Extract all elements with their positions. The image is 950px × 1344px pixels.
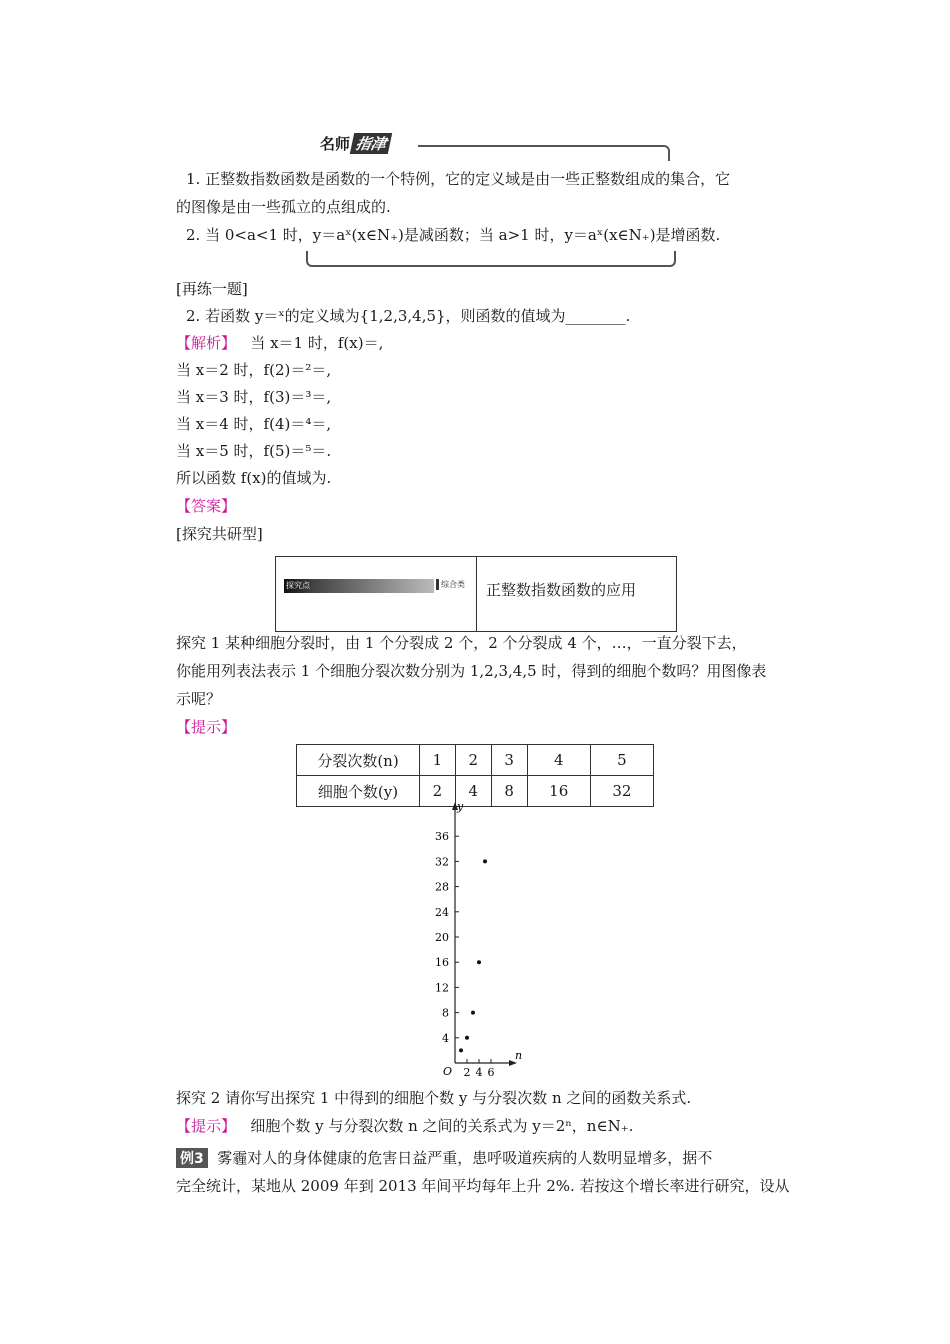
table-cell-n: 5 — [590, 745, 653, 776]
data-point — [471, 1011, 475, 1015]
table-cell-n: 4 — [527, 745, 590, 776]
y-tick-label: 12 — [435, 981, 449, 995]
data-point — [477, 960, 481, 964]
x-tick-label: 4 — [475, 1066, 483, 1079]
tip-title-text: 名师 — [320, 135, 351, 153]
tip-title — [320, 133, 390, 154]
answer-label: 【答案】 — [176, 497, 237, 515]
table-cell-y: 2 — [420, 776, 456, 807]
data-point — [459, 1048, 463, 1052]
explore-point-box — [275, 556, 677, 632]
explore-point-left-cell — [276, 557, 477, 631]
table-cell-y: 4 — [455, 776, 491, 807]
solution-text-1: 当 x＝1 时，f(x)＝, — [250, 334, 384, 352]
data-point — [483, 859, 487, 863]
tip-box-bottom-border — [306, 251, 676, 267]
example-badge: 例3 — [176, 1148, 208, 1168]
y-tick-label: 28 — [435, 880, 449, 894]
x-tick-label: 6 — [487, 1066, 495, 1079]
tip-box-top-border — [418, 145, 670, 161]
explore-heading: [探究共研型] — [176, 525, 263, 543]
x-tick-label: 2 — [463, 1066, 471, 1079]
hint-label: 【提示】 — [176, 718, 237, 736]
solution-line-5: 当 x＝5 时，f(5)＝⁵＝. — [176, 442, 332, 460]
data-point — [465, 1036, 469, 1040]
tip-paragraph-1a: 1. 正整数指数函数是函数的一个特例，它的定义域是由一些正整数组成的集合，它 — [186, 170, 731, 188]
y-tick-label: 32 — [435, 855, 449, 869]
scatter-chart — [420, 800, 570, 1085]
example-line-2: 完全统计，某地从 2009 年到 2013 年间平均每年上升 2%. 若按这个增长率进行研究，设从 — [176, 1177, 790, 1195]
table-cell-y: 32 — [590, 776, 653, 807]
origin-label: O — [443, 1065, 453, 1078]
solution-line-4: 当 x＝4 时，f(4)＝⁴＝, — [176, 415, 332, 433]
practice-question: 2. 若函数 y＝ˣ的定义域为{1,2,3,4,5}，则函数的值域为________. — [186, 307, 631, 325]
solution-line-2: 当 x＝2 时，f(2)＝²＝, — [176, 361, 332, 379]
explore-question-1a: 探究 1 某种细胞分裂时，由 1 个分裂成 2 个，2 个分裂成 4 个，…，一直分裂下去， — [176, 634, 747, 652]
solution-line-1 — [176, 332, 383, 353]
explore-question-1b: 你能用列表法表示 1 个细胞分裂次数分别为 1,2,3,4,5 时，得到的细胞个数吗？用图像表 — [176, 662, 767, 680]
y-tick-label: 36 — [435, 830, 449, 844]
hint-line-2 — [176, 1115, 633, 1136]
table-cell-n: 3 — [491, 745, 527, 776]
example-line-1 — [176, 1147, 712, 1168]
y-tick-label: 8 — [442, 1006, 449, 1020]
tip-paragraph-1b: 的图像是由一些孤立的点组成的. — [176, 198, 391, 216]
explore-point-bar — [284, 579, 434, 593]
table-cell-n: 2 — [455, 745, 491, 776]
explore-point-bar-text: 探究点 — [286, 581, 310, 590]
y-tick-label: 16 — [435, 956, 449, 970]
tip-title-badge: 指津 — [350, 133, 392, 154]
explore-question-1c: 示呢？ — [176, 690, 222, 708]
solution-line-3: 当 x＝3 时，f(3)＝³＝, — [176, 388, 332, 406]
table-cell-n: 1 — [420, 745, 456, 776]
x-axis-label: n — [515, 1049, 523, 1062]
table-cell-y: 16 — [527, 776, 590, 807]
explore-question-2: 探究 2 请你写出探究 1 中得到的细胞个数 y 与分裂次数 n 之间的函数关系式. — [176, 1089, 692, 1107]
solution-conclusion: 所以函数 f(x)的值域为. — [176, 469, 332, 487]
y-axis-label: y — [457, 800, 464, 813]
y-tick-label: 24 — [435, 905, 449, 919]
table-cell-y: 8 — [491, 776, 527, 807]
tip-paragraph-2: 2. 当 0<a<1 时，y＝aˣ(x∈N₊)是减函数；当 a>1 时，y＝aˣ(x∈N₊)是增函数. — [186, 226, 721, 244]
example-text-1: 雾霾对人的身体健康的危害日益严重，患呼吸道疾病的人数明显增多，据不 — [217, 1149, 713, 1167]
table-row — [297, 745, 654, 776]
y-tick-label: 4 — [442, 1031, 449, 1045]
y-tick-label: 20 — [435, 931, 449, 944]
hint-text-2: 细胞个数 y 与分裂次数 n 之间的关系式为 y＝2ⁿ，n∈N₊. — [250, 1117, 634, 1135]
hint-label-2: 【提示】 — [176, 1117, 237, 1135]
table-row-label-y: 细胞个数(y) — [297, 776, 420, 807]
division-table — [296, 744, 654, 807]
practice-heading: [再练一题] — [176, 280, 248, 298]
jiexi-label: 【解析】 — [176, 334, 237, 352]
explore-point-title: 正整数指数函数的应用 — [486, 581, 637, 599]
table-row-label-n: 分裂次数(n) — [297, 745, 420, 776]
explore-point-tag: 综合类 — [436, 579, 465, 590]
